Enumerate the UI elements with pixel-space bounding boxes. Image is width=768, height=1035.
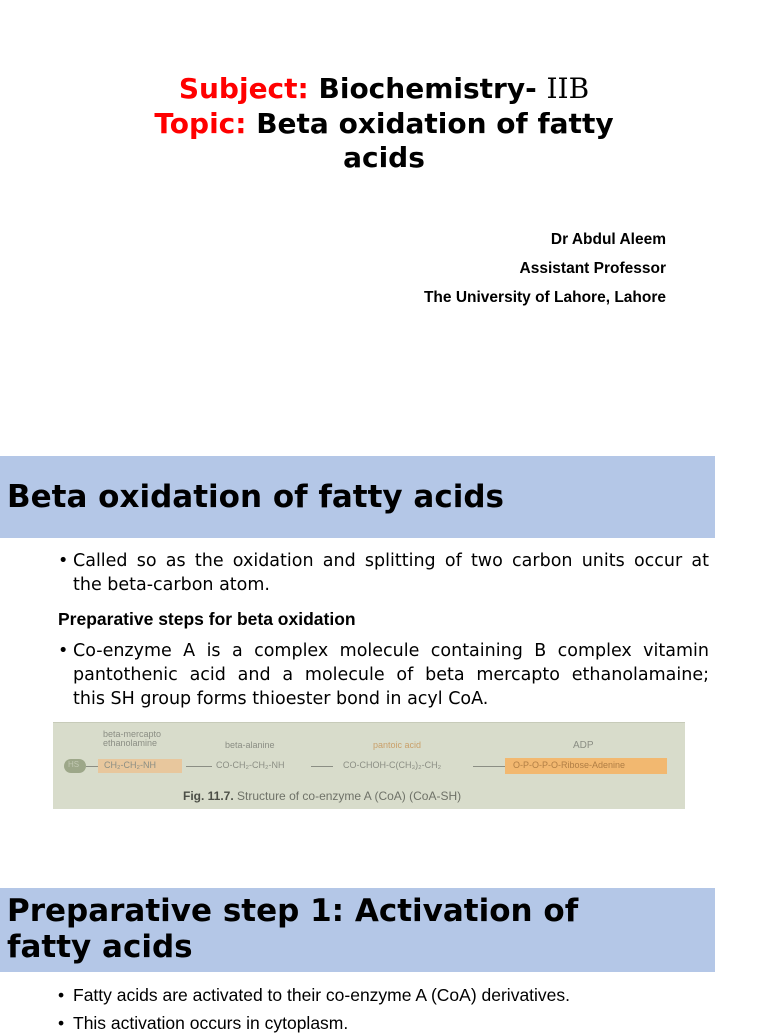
subject-suffix: IIB [546, 72, 590, 105]
bullet-icon: • [58, 641, 69, 661]
section-title: Preparative step 1: Activation of [7, 893, 579, 929]
connector-line [86, 766, 98, 767]
bullet-line: Fatty acids are activated to their co-enzyme A (CoA) derivatives. [73, 985, 571, 1005]
label-pantoic: pantoic acid [373, 740, 422, 750]
label-mercapto: beta-mercapto ethanolamine [103, 729, 162, 748]
bullet-continuation [58, 574, 709, 597]
author-name: Dr Abdul Aleem [550, 231, 666, 248]
mercapto-highlight: CH₂-CH₂-NH [98, 759, 182, 773]
connector-line [186, 766, 212, 767]
coenzyme-a-figure [53, 722, 685, 809]
chain-pantoic: CO-CHOH-C(CH₃)₂-CH₂ [343, 760, 442, 770]
topic-label: Topic: [154, 107, 247, 140]
section-title: Beta oxidation of fatty acids [7, 479, 504, 515]
bullet-line: this SH group forms thioester bond in acyl CoA. [73, 689, 489, 709]
label-alanine: beta-alanine [225, 740, 275, 750]
subject-line [0, 72, 768, 106]
adp-highlight: O-P-O-P-O-Ribose-Adenine [505, 758, 667, 774]
topic-line [0, 107, 768, 141]
connector-line [473, 766, 505, 767]
chain-alanine: CO-CH₂-CH₂-NH [216, 760, 285, 770]
section-title-bar [0, 456, 715, 538]
bullet-line: Co-enzyme A is a complex molecule containing B complex vitamin [73, 641, 709, 661]
bullet-icon: • [58, 551, 69, 571]
author-position: Assistant Professor [519, 260, 666, 277]
label-adp: ADP [573, 740, 594, 751]
subject-value: Biochemistry- [318, 72, 537, 105]
topic-value: Beta oxidation of fatty [256, 107, 614, 140]
section-title-bar [0, 888, 715, 972]
subheading: Preparative steps for beta oxidation [58, 609, 356, 629]
bullet-continuation [58, 688, 709, 711]
bullet-line: This activation occurs in cytoplasm. [73, 1013, 349, 1033]
bullet-item [58, 984, 709, 1007]
figure-caption: Fig. 11.7. Structure of co-enzyme A (CoA) (CoA-SH) [183, 789, 462, 803]
section-title-line-2: fatty acids [7, 929, 193, 965]
bullet-icon: • [58, 985, 65, 1005]
bullet-line: the beta-carbon atom. [73, 575, 270, 595]
connector-line [311, 766, 333, 767]
sh-group-icon: HS [64, 759, 86, 773]
bullet-line: Called so as the oxidation and splitting of two carbon units occur at [73, 551, 709, 571]
bullet-line: pantothenic acid and a molecule of beta mercapto ethanolamaine; [73, 665, 709, 685]
topic-line-2: acids [343, 141, 425, 174]
subject-label: Subject: [178, 72, 309, 105]
author-affiliation: The University of Lahore, Lahore [423, 289, 666, 306]
bullet-icon: • [58, 1013, 65, 1033]
